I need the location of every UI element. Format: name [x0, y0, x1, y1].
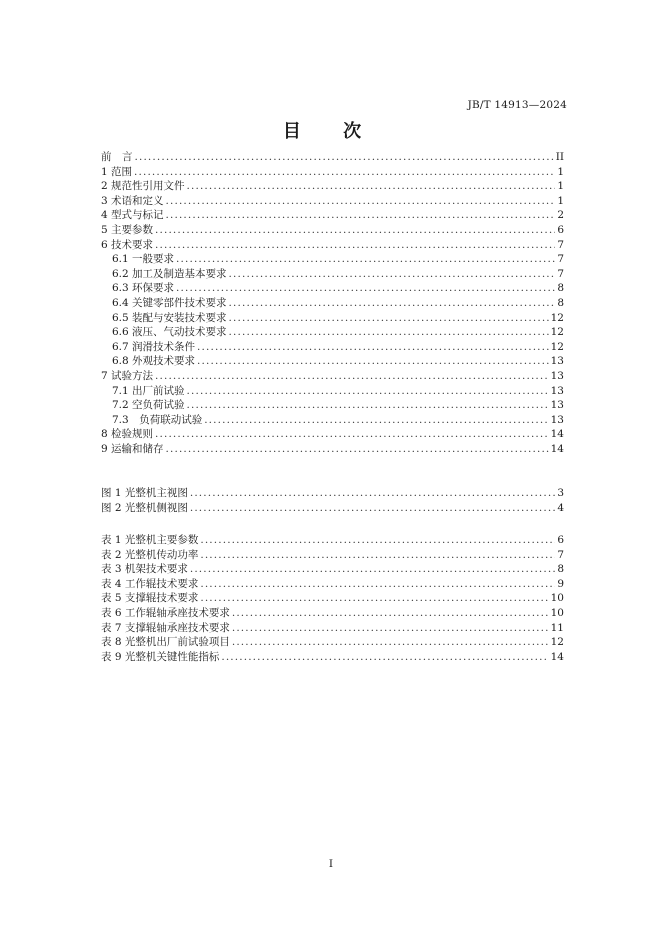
toc-entry[interactable] [101, 621, 564, 636]
toc-entry[interactable] [101, 577, 564, 592]
page-title: 目 次 [282, 121, 380, 142]
toc-entry-label: 9 运输和储存 [101, 442, 164, 455]
toc-entry-label: 图 2 光整机侧视图 [101, 501, 188, 514]
toc-entry-page: 1 [557, 194, 564, 207]
toc-entry-page: 14 [550, 428, 564, 441]
toc-entry[interactable] [101, 223, 564, 238]
toc-entry-label: 6.3 环保要求 [112, 282, 175, 295]
dot-leader [166, 194, 556, 209]
dot-leader [155, 369, 549, 384]
dot-leader [155, 238, 555, 253]
toc-entry-page: 4 [557, 501, 564, 514]
toc-entry-page: II [555, 151, 564, 163]
toc-entry-page: 3 [557, 487, 564, 499]
dot-leader [197, 340, 549, 355]
toc-entry-page: 12 [550, 340, 564, 353]
toc-entry[interactable] [101, 340, 564, 355]
toc-entry[interactable] [101, 267, 564, 282]
toc-table-list [101, 533, 564, 664]
toc-entry-label: 2 规范性引用文件 [101, 180, 185, 193]
toc-entry-label: 表 5 支撑辊技术要求 [101, 592, 199, 605]
toc-entry-page: 2 [557, 209, 564, 222]
dot-leader [176, 252, 555, 267]
dot-leader [187, 179, 556, 194]
dot-leader [204, 413, 548, 428]
toc-entry-page: 12 [550, 311, 564, 324]
toc-entry-page: 12 [550, 636, 564, 649]
toc-entry-label: 表 8 光整机出厂前试验项目 [101, 636, 230, 649]
toc-entry[interactable] [101, 179, 564, 194]
toc-entry[interactable] [101, 165, 564, 180]
dot-leader [200, 548, 555, 563]
toc-entry-label: 图 1 光整机主视图 [101, 487, 188, 499]
toc-entry-page: 1 [557, 180, 564, 193]
toc-entry[interactable] [101, 548, 564, 563]
toc-entry-page: 13 [550, 369, 564, 382]
toc-entry-page: 14 [550, 650, 564, 663]
toc-entry-label: 6.6 液压、气动技术要求 [112, 326, 227, 339]
toc-entry[interactable] [101, 606, 564, 621]
toc-main-list [101, 150, 564, 456]
dot-leader [229, 267, 556, 282]
toc-entry[interactable] [101, 442, 564, 457]
toc-entry-page: 10 [550, 592, 564, 605]
toc-entry-label: 6.8 外观技术要求 [112, 355, 196, 368]
toc-entry[interactable] [101, 398, 564, 413]
toc-entry-label: 6.4 关键零部件技术要求 [112, 296, 227, 309]
dot-leader [200, 591, 548, 606]
toc-figure-list [101, 486, 564, 515]
toc-entry-page: 13 [550, 413, 564, 426]
toc-entry[interactable] [101, 150, 564, 165]
toc-entry-page: 12 [550, 326, 564, 339]
standard-number: JB/T 14913—2024 [467, 99, 567, 111]
toc-entry[interactable] [101, 384, 564, 399]
toc-entry-page: 8 [557, 563, 564, 576]
toc-entry-page: 7 [557, 253, 564, 266]
toc-entry-label: 7.3 负荷联动试验 [112, 413, 203, 426]
toc-entry-label: 表 6 工作辊轴承座技术要求 [101, 606, 230, 619]
toc-entry[interactable] [101, 591, 564, 606]
dot-leader [190, 486, 555, 501]
toc-entry-page: 7 [557, 548, 564, 561]
toc-entry[interactable] [101, 486, 564, 501]
toc-entry-label: 8 检验规则 [101, 428, 154, 441]
dot-leader [229, 296, 556, 311]
toc-entry-label: 6.5 装配与安装技术要求 [112, 311, 227, 324]
dot-leader [166, 208, 556, 223]
toc-entry-label: 6.7 润滑技术条件 [112, 340, 196, 353]
toc-entry[interactable] [101, 533, 564, 548]
dot-leader [232, 621, 549, 636]
toc-entry[interactable] [101, 194, 564, 209]
dot-leader [197, 354, 549, 369]
toc-entry-page: 7 [557, 267, 564, 280]
toc-entry-page: 7 [557, 238, 564, 251]
dot-leader [134, 165, 555, 180]
toc-entry-page: 8 [557, 296, 564, 309]
toc-entry[interactable] [101, 208, 564, 223]
toc-entry-label: 表 9 光整机关键性能指标 [101, 650, 220, 663]
dot-leader [200, 577, 555, 592]
toc-entry-label: 6 技术要求 [101, 238, 154, 251]
toc-entry-page: 8 [557, 282, 564, 295]
toc-entry-page: 10 [550, 606, 564, 619]
toc-entry[interactable] [101, 635, 564, 650]
toc-entry[interactable] [101, 427, 564, 442]
toc-entry-label: 6.1 一般要求 [112, 253, 175, 266]
dot-leader [221, 650, 548, 665]
toc-entry[interactable] [101, 369, 564, 384]
toc-entry-label: 1 范围 [101, 165, 133, 178]
toc-entry[interactable] [101, 296, 564, 311]
toc-entry-label: 表 7 支撑辊轴承座技术要求 [101, 621, 230, 634]
toc-entry[interactable] [101, 562, 564, 577]
toc-entry[interactable] [101, 501, 564, 516]
toc-entry-label: 4 型式与标记 [101, 209, 164, 222]
toc-entry-page: 6 [557, 223, 564, 236]
toc-entry[interactable] [101, 252, 564, 267]
toc-entry[interactable] [101, 413, 564, 428]
toc-entry-label: 5 主要参数 [101, 223, 154, 236]
toc-entry-label: 表 3 机架技术要求 [101, 563, 188, 576]
dot-leader [200, 533, 555, 548]
toc-entry-page: 9 [557, 577, 564, 590]
dot-leader [155, 223, 555, 238]
toc-entry-label: 表 2 光整机传动功率 [101, 548, 199, 561]
toc-entry-page: 11 [550, 621, 564, 634]
toc-entry[interactable] [101, 281, 564, 296]
toc-entry-label: 表 1 光整机主要参数 [101, 534, 199, 546]
toc-entry-page: 13 [550, 355, 564, 368]
toc-entry-label: 6.2 加工及制造基本要求 [112, 267, 227, 280]
dot-leader [190, 501, 555, 516]
toc-entry-page: 14 [550, 442, 564, 455]
dot-leader [187, 398, 549, 413]
toc-entry-label: 7.1 出厂前试验 [112, 384, 185, 397]
dot-leader [176, 281, 555, 296]
toc-entry-label: 3 术语和定义 [101, 194, 164, 207]
toc-entry[interactable] [101, 354, 564, 369]
dot-leader [187, 384, 549, 399]
toc-entry-label: 前 言 [101, 151, 133, 163]
dot-leader [166, 442, 549, 457]
dot-leader [232, 635, 549, 650]
toc-entry-page: 6 [557, 534, 564, 546]
dot-leader [232, 606, 549, 621]
toc-entry[interactable] [101, 311, 564, 326]
toc-entry-label: 7 试验方法 [101, 369, 154, 382]
dot-leader [229, 325, 549, 340]
dot-leader [229, 311, 549, 326]
toc-entry-page: 1 [557, 165, 564, 178]
toc-entry-label: 7.2 空负荷试验 [112, 399, 185, 412]
dot-leader [155, 427, 549, 442]
toc-entry-label: 表 4 工作辊技术要求 [101, 577, 199, 590]
toc-entry[interactable] [101, 650, 564, 665]
toc-entry[interactable] [101, 325, 564, 340]
toc-entry-page: 13 [550, 384, 564, 397]
dot-leader [135, 150, 554, 165]
page-number: I [328, 858, 334, 870]
toc-entry[interactable] [101, 238, 564, 253]
toc-entry-page: 13 [550, 399, 564, 412]
dot-leader [190, 562, 555, 577]
